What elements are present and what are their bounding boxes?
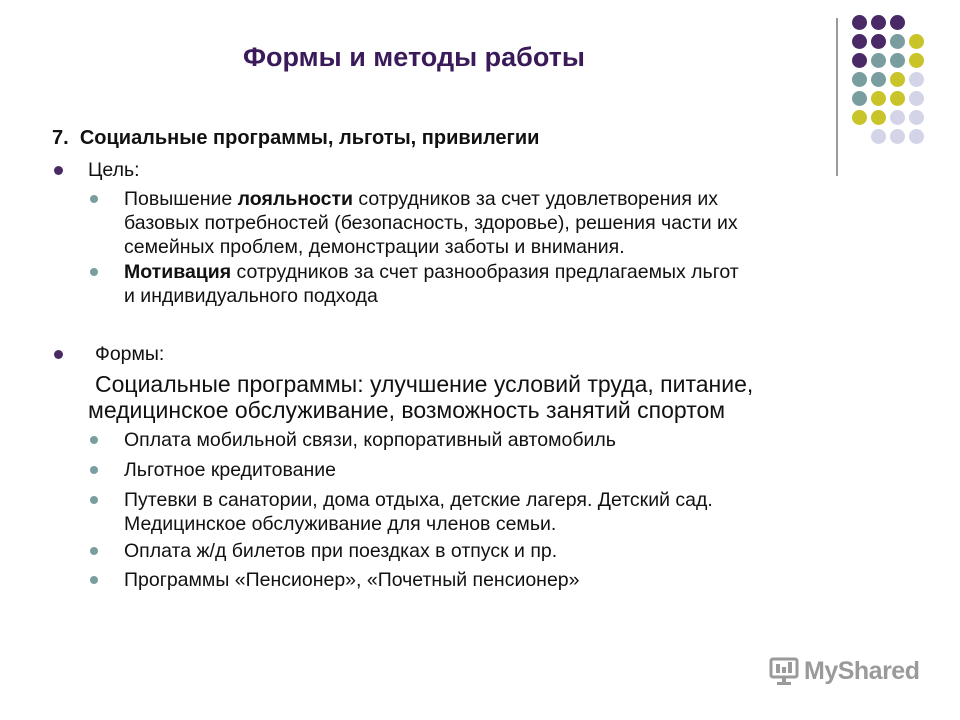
bullet-icon xyxy=(90,576,98,584)
slide-title: Формы и методы работы xyxy=(243,42,585,72)
decor-dot xyxy=(871,15,886,30)
presentation-icon xyxy=(768,656,800,686)
decor-dot xyxy=(852,91,867,106)
bullet-icon xyxy=(54,166,63,175)
goal-item-loyalty xyxy=(124,187,904,259)
bullet-icon xyxy=(54,350,63,359)
decor-dot xyxy=(909,91,924,106)
forms-item-line1: Путевки в санатории, дома отдыха, детские лагеря. Детский сад. xyxy=(124,489,713,511)
decor-dot xyxy=(909,129,924,144)
forms-label: Формы: xyxy=(95,343,165,365)
bullet-icon xyxy=(90,466,98,474)
goal-item-motivation xyxy=(124,260,904,308)
watermark-text: MyShared xyxy=(804,656,920,685)
decor-dot xyxy=(852,53,867,68)
decor-dot xyxy=(890,34,905,49)
goal-item-rest: сотрудников за счет удовлетворения их xyxy=(353,188,719,210)
bullet-icon xyxy=(90,268,98,276)
goal-item-line3: семейных проблем, демонстрации заботы и внимания. xyxy=(124,236,625,258)
decor-dot xyxy=(890,110,905,125)
decor-dot xyxy=(890,53,905,68)
decor-dot xyxy=(871,91,886,106)
decor-dot xyxy=(852,34,867,49)
decor-dot xyxy=(890,15,905,30)
forms-item: Оплата мобильной связи, корпоративный автомобиль xyxy=(124,429,616,451)
forms-item-line2: Медицинское обслуживание для членов семьи. xyxy=(124,513,557,535)
section-number: 7. xyxy=(52,127,69,149)
decor-dot xyxy=(852,72,867,87)
decor-dot xyxy=(890,72,905,87)
bullet-icon xyxy=(90,496,98,504)
decor-dot xyxy=(871,110,886,125)
goal-label: Цель: xyxy=(88,159,140,181)
watermark-logo xyxy=(768,656,919,686)
goal-item-pre: Повышение xyxy=(124,188,238,210)
section-heading-text: Социальные программы, льготы, привилегии xyxy=(79,127,540,149)
decor-dot xyxy=(871,34,886,49)
decor-divider xyxy=(836,18,838,176)
decor-dot xyxy=(909,110,924,125)
bullet-icon xyxy=(90,195,98,203)
goal-item-line2: базовых потребностей (безопасность, здоровье), решения части их xyxy=(124,212,738,234)
forms-line-2: медицинское обслуживание, возможность занятий спортом xyxy=(88,397,726,423)
decor-dot xyxy=(909,53,924,68)
goal-item-strong: лояльности xyxy=(237,188,354,210)
decor-dot xyxy=(909,72,924,87)
decor-dot xyxy=(890,91,905,106)
goal-item-line2: и индивидуального подхода xyxy=(124,285,378,307)
decor-dot xyxy=(871,129,886,144)
bullet-icon xyxy=(90,547,98,555)
bullet-icon xyxy=(90,436,98,444)
goal-item-strong: Мотивация xyxy=(124,261,232,283)
decor-dot xyxy=(852,15,867,30)
forms-item: Оплата ж/д билетов при поездках в отпуск и пр. xyxy=(124,540,558,562)
forms-item: Льготное кредитование xyxy=(124,459,336,481)
decor-dot xyxy=(871,72,886,87)
forms-item: Программы «Пенсионер», «Почетный пенсионер» xyxy=(124,569,580,591)
decor-dot xyxy=(909,34,924,49)
forms-item xyxy=(124,488,904,536)
decor-dot xyxy=(890,129,905,144)
goal-item-rest: сотрудников за счет разнообразия предлагаемых льгот xyxy=(231,261,739,283)
forms-line-1: Социальные программы: улучшение условий труда, питание, xyxy=(95,371,754,397)
section-heading xyxy=(52,127,539,150)
decor-dot xyxy=(871,53,886,68)
decor-dot xyxy=(852,110,867,125)
